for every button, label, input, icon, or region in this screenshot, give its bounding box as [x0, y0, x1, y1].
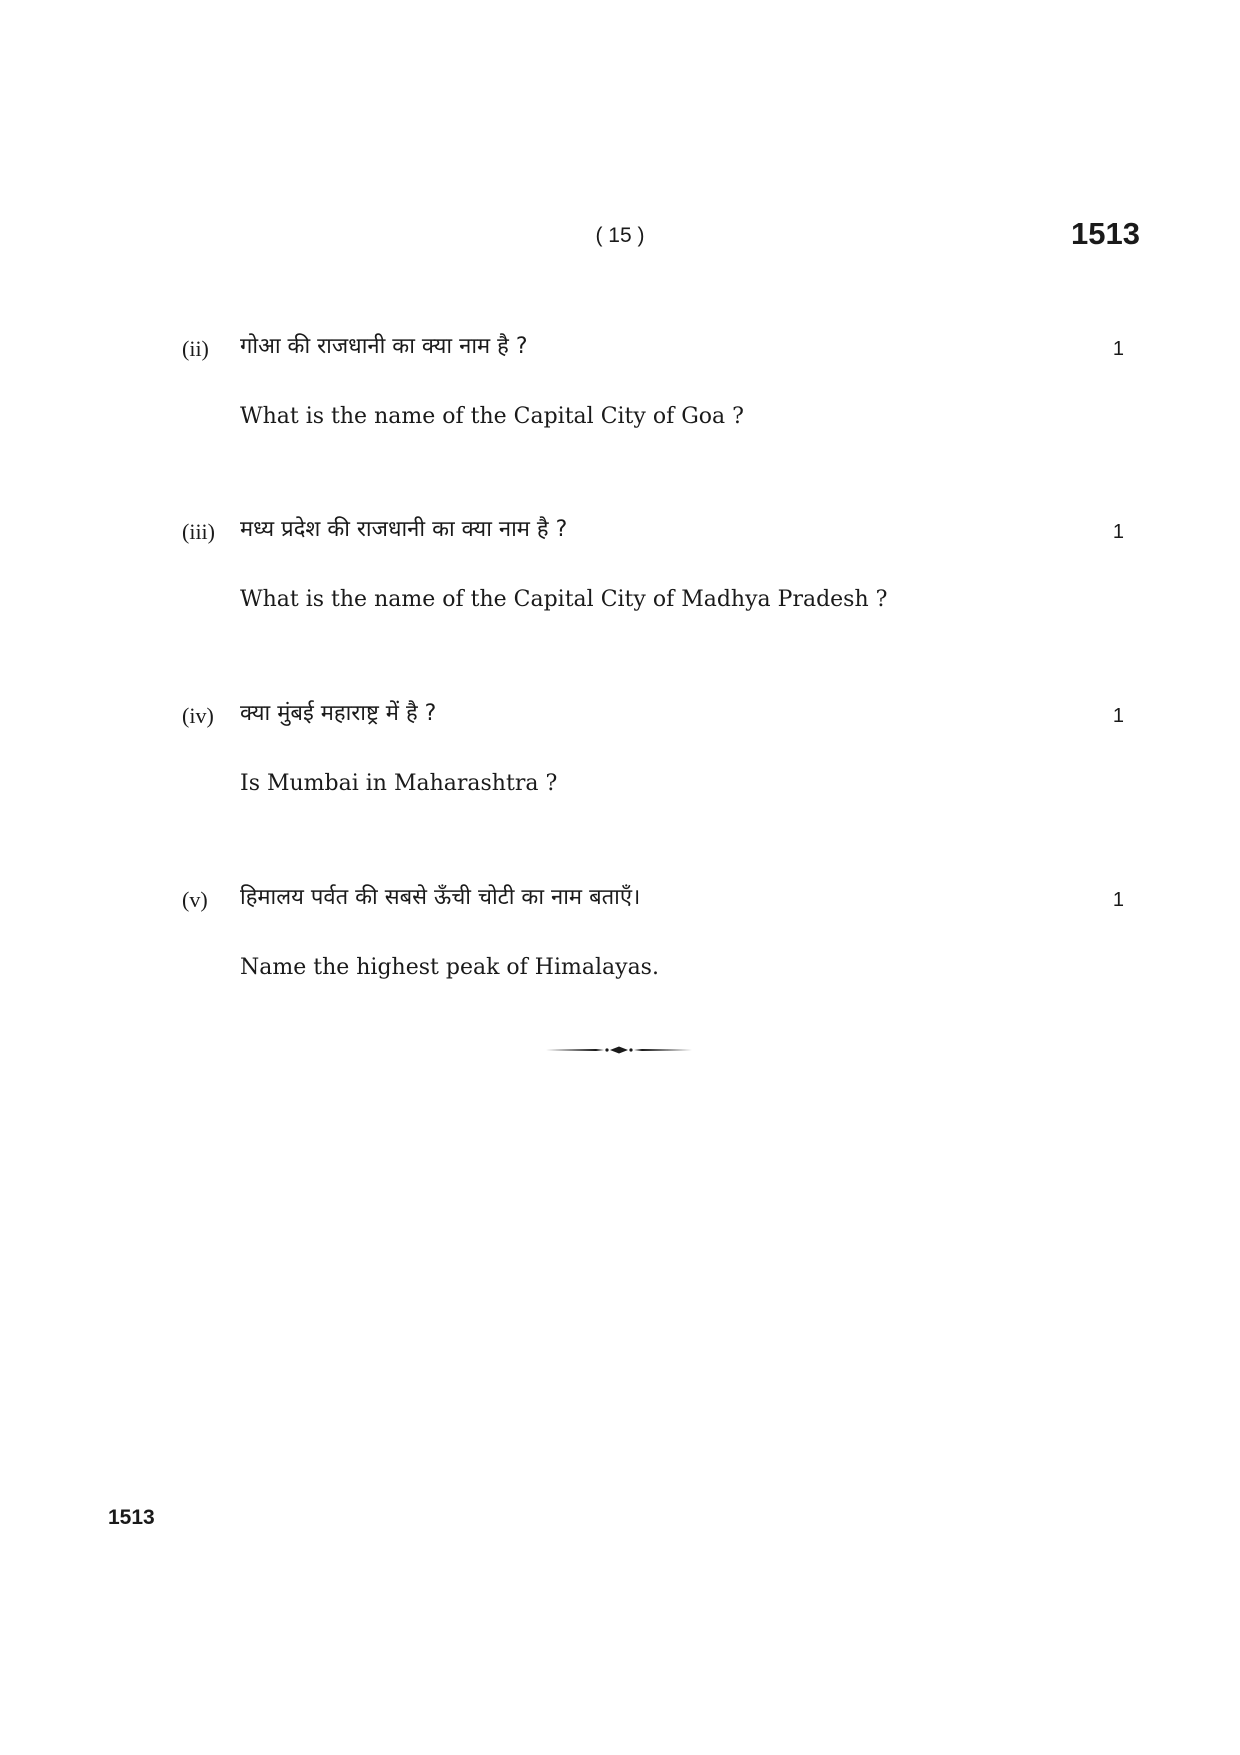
question-marks: 1	[1112, 889, 1124, 911]
page-number: ( 15 )	[595, 224, 645, 247]
question-marks: 1	[1112, 521, 1124, 543]
paper-code-bottom: 1513	[108, 1506, 155, 1529]
question-marks: 1	[1112, 338, 1124, 360]
question-ii	[182, 322, 1124, 472]
question-text-english: Is Mumbai in Maharashtra ?	[240, 771, 558, 796]
question-text-english: What is the name of the Capital City of Madhya Pradesh ?	[240, 587, 888, 612]
question-text-hindi: हिमालय पर्वत की सबसे ऊँची चोटी का नाम बताएँ।	[240, 885, 641, 910]
paper-code-top: 1513	[1071, 216, 1140, 251]
question-text-english: Name the highest peak of Himalayas.	[240, 955, 659, 980]
question-iii	[182, 505, 1124, 655]
question-text-hindi: मध्य प्रदेश की राजधानी का क्या नाम है ?	[240, 517, 568, 542]
question-text-hindi: गोआ की राजधानी का क्या नाम है ?	[240, 334, 528, 359]
question-text-english: What is the name of the Capital City of Goa ?	[240, 404, 744, 429]
question-number: (iii)	[182, 519, 215, 544]
question-iv	[182, 689, 1124, 839]
question-number: (v)	[182, 887, 208, 912]
question-text-hindi: क्या मुंबई महाराष्ट्र में है ?	[240, 701, 437, 726]
question-number: (ii)	[182, 336, 209, 361]
end-ornament-icon	[546, 1042, 692, 1058]
question-marks: 1	[1112, 705, 1124, 727]
question-v	[182, 873, 1124, 1023]
question-number: (iv)	[182, 703, 214, 728]
